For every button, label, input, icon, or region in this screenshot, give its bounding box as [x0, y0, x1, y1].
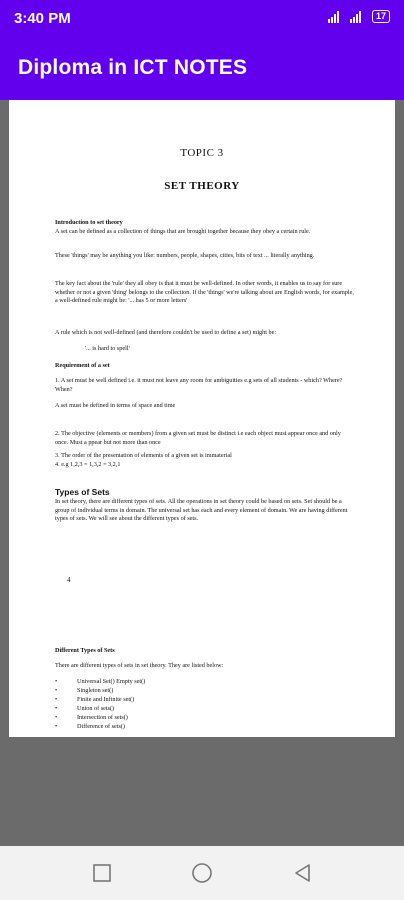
requirement-2: 2. The objective (elements or members) from a given set must be distinct i.e each object must appear once and only once. Must a ppear but not more than once	[55, 430, 341, 446]
home-circle-icon	[191, 862, 213, 884]
battery-level: 17	[375, 11, 386, 21]
topic-label: TOPIC 3	[180, 147, 224, 159]
requirement-3: 3. The order of the presentation of elements of a given set is immaterial	[55, 452, 232, 459]
home-button[interactable]	[189, 860, 215, 886]
app-bar	[0, 38, 404, 100]
requirements-heading: Requirement of a set	[55, 362, 110, 369]
back-triangle-icon	[293, 863, 313, 883]
intro-paragraph-3: The key fact about the 'rule' they all obey is that it must be well-defined. In other words, it enables us to say for sure whether or not a given 'thing' belongs to the collection. If the 'things' we're talking about are English words, for example, a well-defined rule might be: '... has 5 or more letters'	[55, 280, 354, 304]
signal-icon	[328, 11, 346, 23]
requirement-4: 4. e.g 1,2,3 = 1,3,2 = 3,2,1	[55, 461, 121, 468]
recents-button[interactable]	[89, 860, 115, 886]
page-number: 4	[67, 576, 71, 584]
status-time: 3:40 PM	[14, 10, 71, 27]
pdf-viewer[interactable]	[0, 100, 404, 846]
requirement-note: A set must be defined in terms of space and time	[55, 402, 176, 409]
types-paragraph: In set theory, there are different types of sets. All the operations in set theory could be based on sets. Set should be a group of individual terms in domain. The universal set has each and every element of domain. We are having different types of sets. We will see about the different types of sets.	[55, 498, 348, 522]
signal-icon	[350, 11, 368, 23]
recents-square-icon	[92, 863, 112, 883]
different-types-heading: Different Types of Sets	[55, 647, 115, 654]
intro-paragraph-4: A rule which is not well-defined (and therefore couldn't be used to define a set) might be:	[55, 329, 277, 336]
document-page: TOPIC 3 SET THEORY Introduction to set theory A set can be defined as a collection of things that are brought together because they obey a certain rule. These 'things' may be anything you like: numbers, people, shapes, cities, bits of text ... literally anything. The key fact about the 'rule' they all obey is that it must be well-defined. In other words, it enables us to say for sure whether or not a given 'thing' belongs to the collection. If the 'things' we're talking about are English words, for example, a well-defined rule might be: '... has 5 or more letters' A rule which is not well-defined (and therefore couldn't be used to define a set) might be: '... is hard to spell' Requirement of a set 1. A set must be well defined i.e. it must not leave any room for ambiguities e.g sets of all students - which? Where? When? A set must be defined in terms of space and time 2. The objective (elements or members) from a given set must be distinct i.e each object must appear once and only once. Must a ppear but not more than once 3. The order of the presentation of elements of a given set is immaterial 4. e.g 1,2,3 = 1,3,2 = 3,2,1 Types of Sets In set theory, there are different types of sets. All the operations in set theory could be based on sets. Set should be a group of individual terms in domain. The universal set has each and every element of domain. We are having different types of sets. We will see about the different types of sets. 4 Different Types of Sets There are different types of sets in set theory. They are listed below: • Universal Set() Empty set() • Singleton set() • Finite and Infinite set() • Union of sets() • Intersection of sets() • Difference of sets()	[9, 100, 395, 737]
intro-paragraph-1: A set can be defined as a collection of things that are brought together because they obey a certain rule.	[55, 228, 311, 235]
types-heading: Types of Sets	[55, 487, 110, 497]
navigation-bar	[0, 846, 404, 900]
requirement-1: 1. A set must be well defined i.e. it must not leave any room for ambiguities e.g sets of all students - which? Where? When?	[55, 377, 343, 393]
status-bar	[0, 0, 404, 38]
battery-icon	[372, 10, 390, 23]
intro-paragraph-2: These 'things' may be anything you like: numbers, people, shapes, cities, bits of text ... literally anything.	[55, 252, 315, 259]
document-title: SET THEORY	[164, 180, 240, 192]
back-button[interactable]	[290, 860, 316, 886]
intro-heading: Introduction to set theory	[55, 219, 123, 226]
intro-paragraph-5: '... is hard to spell'	[85, 345, 130, 352]
app-title: Diploma in ICT NOTES	[18, 56, 248, 79]
status-icons	[328, 10, 390, 23]
different-types-intro: There are different types of sets in set theory. They are listed below:	[55, 662, 224, 669]
